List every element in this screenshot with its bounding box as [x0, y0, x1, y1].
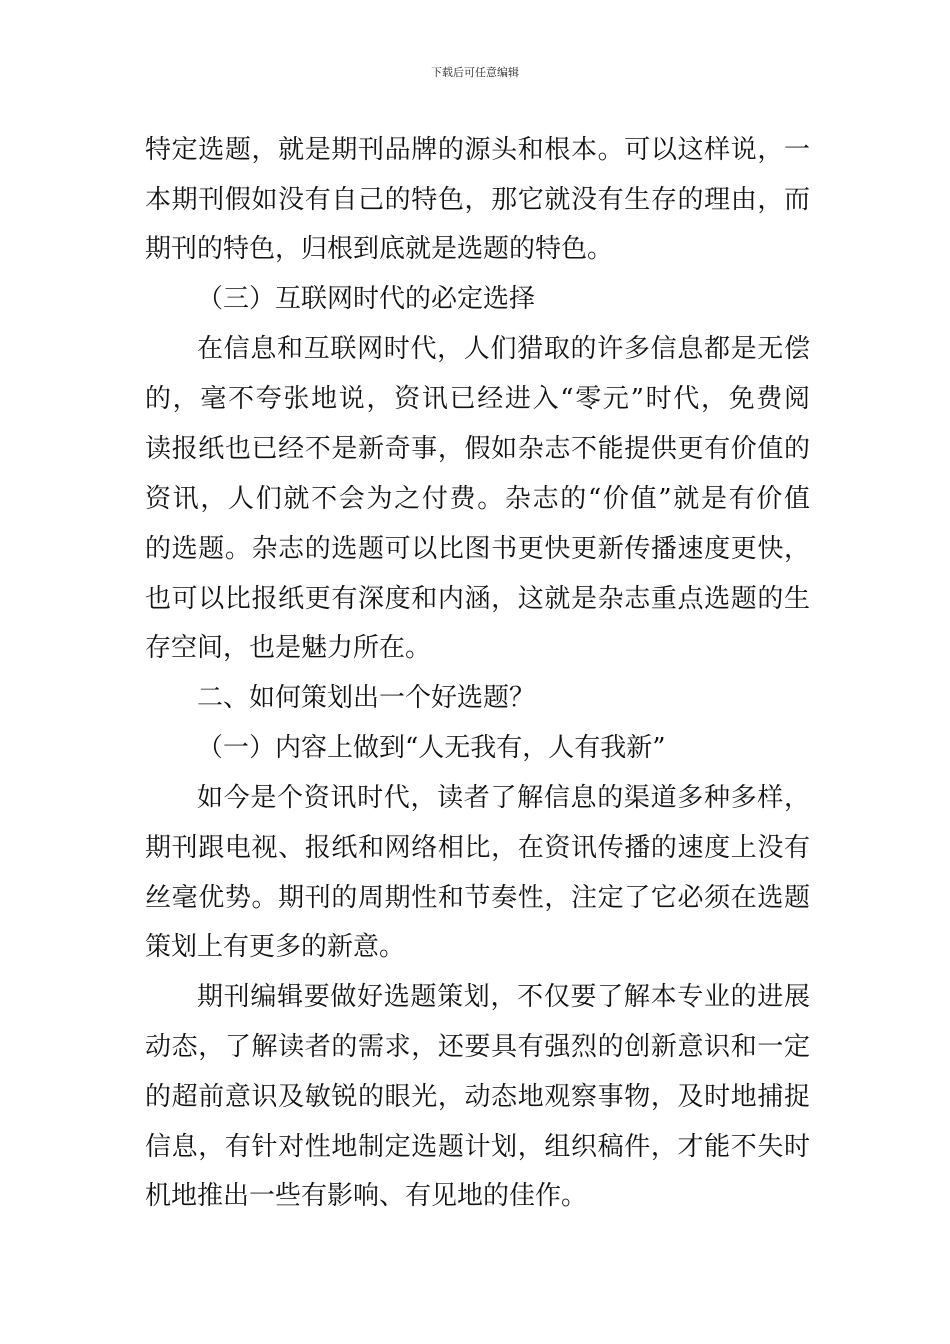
- text-line-17: 策划上有更多的新意。: [145, 932, 406, 962]
- text-line-10: 也可以比报纸更有深度和内涵，这就是杂志重点选题的生: [145, 584, 810, 614]
- text-line-20: 的超前意识及敏锐的眼光，动态地观察事物，及时地捕捉: [145, 1082, 810, 1112]
- text-line-11: 存空间，也是魅力所在。: [145, 633, 432, 663]
- text-line-19: 动态，了解读者的需求，还要具有强烈的创新意识和一定: [145, 1032, 810, 1062]
- text-line-6: 的，毫不夸张地说，资讯已经进入“零元”时代，免费阅: [145, 384, 810, 414]
- text-line-7: 读报纸也已经不是新奇事，假如杂志不能提供更有价值的: [145, 434, 810, 464]
- page-header: 下载后可任意编辑: [431, 66, 519, 79]
- text-line-5: 在信息和互联网时代，人们猎取的许多信息都是无偿: [197, 334, 810, 364]
- text-line-16: 丝毫优势。期刊的周期性和节奏性，注定了它必须在选题: [145, 883, 810, 913]
- text-line-14: 如今是个资讯时代，读者了解信息的渠道多种多样，: [197, 783, 810, 813]
- text-line-2: 本期刊假如没有自己的特色，那它就没有生存的理由，而: [145, 185, 810, 215]
- text-line-3: 期刊的特色，归根到底就是选题的特色。: [145, 234, 614, 264]
- text-line-1: 特定选题，就是期刊品牌的源头和根本。可以这样说，一: [145, 135, 810, 165]
- section-heading-2: 二、如何策划出一个好选题？: [197, 683, 536, 713]
- text-line-22: 机地推出一些有影响、有见地的佳作。: [145, 1181, 588, 1211]
- text-line-18: 期刊编辑要做好选题策划，不仅要了解本专业的进展: [197, 982, 810, 1012]
- section-heading-3: （三）互联网时代的必定选择: [197, 284, 536, 314]
- text-line-21: 信息，有针对性地制定选题计划，组织稿件，才能不失时: [145, 1132, 810, 1162]
- text-line-8: 资讯，人们就不会为之付费。杂志的“价值”就是有价值: [145, 484, 810, 514]
- section-heading-1: （一）内容上做到“人无我有，人有我新”: [197, 733, 666, 763]
- text-line-15: 期刊跟电视、报纸和网络相比，在资讯传播的速度上没有: [145, 833, 810, 863]
- text-line-9: 的选题。杂志的选题可以比图书更快更新传播速度更快，: [145, 534, 810, 564]
